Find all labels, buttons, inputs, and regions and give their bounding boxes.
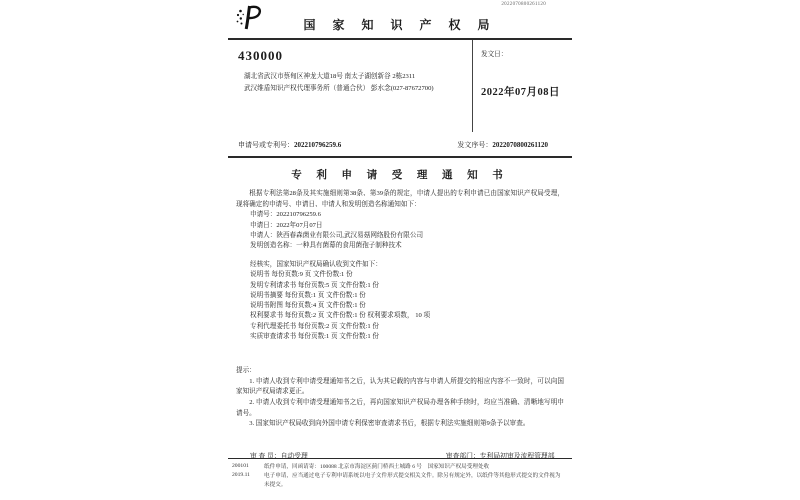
dispatch-date-label: 发文日： xyxy=(481,51,508,58)
notes-label: 提示： xyxy=(236,366,256,374)
footer-form-code: 200101 xyxy=(232,462,249,469)
cnipa-logo-icon xyxy=(234,4,264,37)
document-item: 专利代理委托书 每份页数:2 页 文件份数:1 份 xyxy=(250,322,379,330)
dispatch-date-block xyxy=(472,40,572,132)
notes-section xyxy=(228,366,572,430)
document-item: 说明书附图 每份页数:4 页 文件份数:1 份 xyxy=(250,302,366,310)
dispatch-serial-label: 发文序号： xyxy=(457,141,493,149)
field-application-date: 申请日：2022年07月07日 xyxy=(250,221,323,229)
note-item: 3. 国家知识产权局收到向外国申请专利保密审查请求书后，根据专利法实施细则第9条予以审查。 xyxy=(249,420,530,428)
document-footer xyxy=(228,458,572,490)
field-applicant: 申请人：陕西春森菌业有限公司,武汉易菇网络股份有限公司 xyxy=(250,231,424,239)
postal-code: 430000 xyxy=(238,48,283,63)
footer-note-electronic: 电子申请，应当通过电子专利申请系统以电子文件形式提交相关文件。除另有规定外，以纸件等其他形式提交的文件视为未提交。 xyxy=(264,473,561,488)
document-item: 说明书摘要 每份页数:1 页 文件份数:1 份 xyxy=(250,291,366,299)
document-item: 说明书 每份页数:9 页 文件份数:1 份 xyxy=(250,271,353,279)
examiner-label: 审 查 员： xyxy=(250,452,281,460)
field-application-number: 申请号：202210796259.6 xyxy=(250,211,321,219)
application-number-value: 202210796259.6 xyxy=(294,141,342,149)
footer-row xyxy=(228,463,572,471)
document-header xyxy=(228,0,572,40)
application-number-label: 申请号或专利号： xyxy=(238,141,294,149)
agency-title: 国 家 知 识 产 权 局 xyxy=(303,18,497,32)
notice-intro: 根据专利法第28条及其实施细则第38条、第39条的规定，申请人提出的专利申请已由国家知识产权局受理，现将确定的申请号、申请日、申请人和发明创造名称通知如下： xyxy=(236,190,564,208)
application-number xyxy=(238,140,341,150)
recipient-dispatch-box xyxy=(228,40,572,132)
field-invention-title: 发明创造名称：一种具有菌幕的食用菌孢子制种技术 xyxy=(250,242,402,249)
received-documents-intro: 经核实，国家知识产权局确认收到文件如下： xyxy=(250,261,382,269)
footer-row xyxy=(228,472,572,489)
department-value: 专利局初审及流程管理部 xyxy=(479,452,555,460)
recipient-block xyxy=(228,40,472,132)
department-label: 审查部门： xyxy=(445,452,480,460)
patent-acceptance-notice-document xyxy=(228,0,572,500)
recipient-address: 湖北省武汉市蔡甸区神龙大道18号 南太子湖创新谷 2栋2311 xyxy=(244,73,416,80)
dispatch-date-value: 2022年07月08日 xyxy=(481,87,560,98)
note-item: 2. 申请人收到专利申请受理通知书之后，再向国家知识产权局办理各种手续时，均应当准确、清晰地写明申请号。 xyxy=(236,398,564,417)
notice-title: 专 利 申 请 受 理 通 知 书 xyxy=(291,170,509,181)
dispatch-serial xyxy=(457,140,548,150)
footer-form-version: 2019.11 xyxy=(232,472,250,479)
recipient-agency: 武汉维盾知识产权代理事务所（普通合伙） 彭水念(027-87672700) xyxy=(244,84,434,92)
footer-note-paper: 纸件申请，回函请寄：100088 北京市海淀区蓟门桥西土城路 6 号 国家知识产权局受理处收 xyxy=(264,463,490,470)
corner-reference-code: 2022070800261120 xyxy=(501,2,546,7)
document-item: 权利要求书 每份页数:2 页 文件份数:1 份 权利要求项数， 10 项 xyxy=(250,312,431,320)
dispatch-serial-value: 2022070800261120 xyxy=(492,141,548,149)
document-item: 发明专利请求书 每份页数:5 页 文件份数:1 份 xyxy=(250,281,379,289)
reference-number-row xyxy=(228,132,572,158)
document-item: 实质审查请求书 每份页数:1 页 文件份数:1 份 xyxy=(250,332,379,340)
note-item: 1. 申请人收到专利申请受理通知书之后，认为其记载的内容与申请人所提交的相应内容不一致时，可以向国家知识产权局请求更正。 xyxy=(236,377,564,396)
notice-body xyxy=(228,189,572,342)
examiner-value: 自动受理 xyxy=(280,452,308,460)
